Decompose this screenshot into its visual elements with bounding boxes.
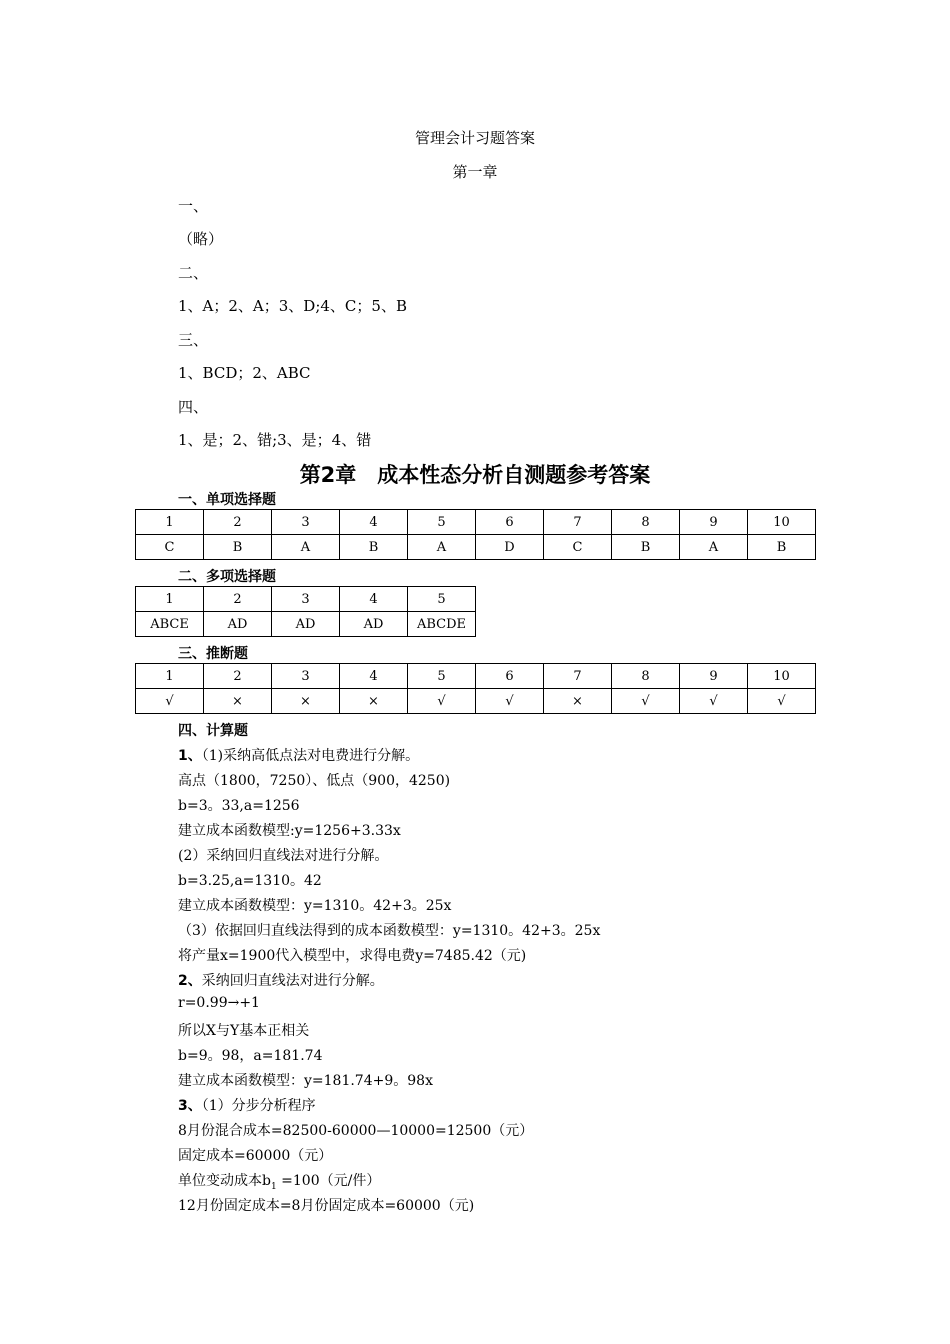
question-number: 2、	[178, 973, 202, 989]
question-number: 1	[136, 587, 204, 612]
calc-q2-line-1	[178, 970, 384, 990]
calc-q1-line-4: 建立成本函数模型:y=1256+3.33x	[178, 823, 401, 839]
multi-choice-heading: 二、多项选择题	[178, 569, 276, 585]
answer-cell: C	[136, 535, 204, 560]
question-number: 7	[544, 664, 612, 689]
subscript: 1	[270, 1181, 277, 1192]
calc-q3-line-1	[178, 1095, 316, 1115]
answer-cell: AD	[340, 612, 408, 637]
calc-q3-line-5: 12月份固定成本=8月份固定成本=60000（元)	[178, 1198, 475, 1214]
question-number: 5	[408, 587, 476, 612]
question-number: 6	[476, 510, 544, 535]
answer-cell: B	[748, 535, 816, 560]
answer-cell: B	[340, 535, 408, 560]
answer-cell: B	[204, 535, 272, 560]
ch1-section-1: 一、	[178, 197, 209, 215]
question-number: 1	[136, 664, 204, 689]
calc-q1-line-3: b=3。33,a=1256	[178, 798, 300, 814]
answer-cell: ×	[544, 689, 612, 714]
line-text: （1)采纳高低点法对电费进行分解。	[201, 748, 420, 764]
answer-cell: √	[748, 689, 816, 714]
answer-cell: A	[680, 535, 748, 560]
question-number: 1	[136, 510, 204, 535]
ch1-section-4: 四、	[178, 398, 209, 416]
question-number: 10	[748, 664, 816, 689]
judgement-table	[135, 663, 816, 714]
answer-cell: B	[612, 535, 680, 560]
question-number: 6	[476, 664, 544, 689]
ch1-section-3-answer: 1、BCD；2、ABC	[178, 364, 311, 382]
question-number: 3	[272, 510, 340, 535]
calc-q3-line-4	[178, 1170, 380, 1192]
ch1-section-1-answer: （略）	[178, 230, 224, 248]
calc-q1-line-1	[178, 745, 419, 765]
question-number: 4	[340, 664, 408, 689]
chapter-2-title: 第2章 成本性态分析自测题参考答案	[299, 463, 651, 487]
answer-cell: ×	[204, 689, 272, 714]
table-row	[136, 510, 816, 535]
calc-q2-line-3: 所以X与Y基本正相关	[178, 1023, 310, 1039]
calc-q2-line-2: r=0.99→+1	[178, 995, 260, 1011]
question-number: 4	[340, 587, 408, 612]
answer-cell: A	[272, 535, 340, 560]
calc-q3-line-2: 8月份混合成本=82500-60000—10000=12500（元）	[178, 1123, 534, 1139]
line-text: （1）分步分析程序	[201, 1098, 316, 1114]
calc-q1-line-8: （3）依据回归直线法得到的成本函数模型：y=1310。42+3。25x	[178, 923, 601, 939]
calc-q1-line-7: 建立成本函数模型：y=1310。42+3。25x	[178, 898, 452, 914]
question-number: 5	[408, 510, 476, 535]
answer-cell: √	[476, 689, 544, 714]
question-number: 10	[748, 510, 816, 535]
question-number: 3	[272, 664, 340, 689]
question-number: 8	[612, 664, 680, 689]
ch1-section-3: 三、	[178, 331, 209, 349]
question-number: 2	[204, 587, 272, 612]
calc-q3-line-3: 固定成本=60000（元）	[178, 1148, 333, 1164]
line-text: 采纳回归直线法对进行分解。	[201, 973, 384, 989]
table-row	[136, 689, 816, 714]
ch1-section-2-answer: 1、A；2、A；3、D;4、C；5、B	[178, 297, 407, 315]
ch1-section-4-answer: 1、是；2、错;3、是；4、错	[178, 431, 372, 449]
calc-q1-line-9: 将产量x=1900代入模型中，求得电费y=7485.42（元)	[178, 948, 527, 964]
ch1-section-2: 二、	[178, 264, 209, 282]
question-number: 4	[340, 510, 408, 535]
answer-cell: AD	[272, 612, 340, 637]
answer-cell: ×	[272, 689, 340, 714]
question-number: 2	[204, 510, 272, 535]
answer-cell: √	[680, 689, 748, 714]
answer-cell: √	[136, 689, 204, 714]
calc-q2-line-5: 建立成本函数模型：y=181.74+9。98x	[178, 1073, 433, 1089]
answer-cell: AD	[204, 612, 272, 637]
line-text: =100（元/件）	[276, 1173, 381, 1189]
question-number: 1、	[178, 748, 202, 764]
answer-cell: ×	[340, 689, 408, 714]
answer-cell: ABCDE	[408, 612, 476, 637]
answer-cell: √	[408, 689, 476, 714]
question-number: 5	[408, 664, 476, 689]
calc-q1-line-5: (2）采纳回归直线法对进行分解。	[178, 848, 389, 864]
question-number: 8	[612, 510, 680, 535]
calc-q1-line-2: 高点（1800，7250）、低点（900，4250)	[178, 773, 451, 789]
document-title: 管理会计习题答案	[414, 129, 535, 147]
answer-cell: D	[476, 535, 544, 560]
answer-cell: A	[408, 535, 476, 560]
question-number: 3	[272, 587, 340, 612]
question-number: 9	[680, 510, 748, 535]
table-row	[136, 535, 816, 560]
single-choice-heading: 一、单项选择题	[178, 492, 276, 508]
calc-q1-line-6: b=3.25,a=1310。42	[178, 873, 322, 889]
table-row	[136, 587, 476, 612]
chapter-1-title: 第一章	[452, 163, 498, 181]
question-number: 2	[204, 664, 272, 689]
multi-choice-table	[135, 586, 476, 637]
question-number: 7	[544, 510, 612, 535]
table-row	[136, 664, 816, 689]
question-number: 3、	[178, 1098, 202, 1114]
line-text: 单位变动成本b	[178, 1173, 271, 1189]
single-choice-table	[135, 509, 816, 560]
answer-cell: ABCE	[136, 612, 204, 637]
calc-q2-line-4: b=9。98，a=181.74	[178, 1048, 323, 1064]
question-number: 9	[680, 664, 748, 689]
answer-cell: C	[544, 535, 612, 560]
table-row	[136, 612, 476, 637]
answer-cell: √	[612, 689, 680, 714]
calculation-heading: 四、计算题	[178, 723, 248, 739]
judgement-heading: 三、推断题	[178, 646, 248, 662]
